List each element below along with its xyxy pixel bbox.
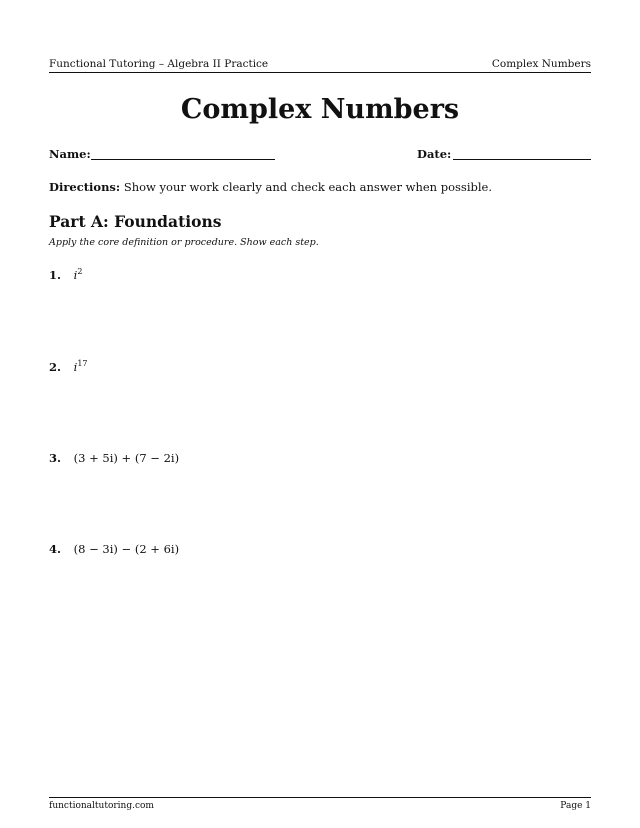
part-a-subtitle: Apply the core definition or procedure. Show each step.	[49, 237, 319, 248]
name-date-row	[49, 147, 591, 165]
problem-4	[49, 542, 179, 556]
date-blank-line	[453, 159, 591, 160]
footer-website: functionaltutoring.com	[49, 801, 154, 811]
page-footer	[49, 797, 591, 814]
problem-1	[49, 267, 82, 282]
directions-text: Show your work clearly and check each answer when possible.	[123, 180, 493, 194]
problem-exponent: 2	[77, 267, 83, 276]
problem-number: 3.	[49, 451, 62, 465]
name-label: Name:	[49, 147, 91, 161]
problem-expression: (8 − 3i) − (2 + 6i)	[73, 542, 180, 556]
problem-base: i	[73, 359, 78, 374]
problem-expression: (3 + 5i) + (7 − 2i)	[73, 451, 180, 465]
page-title: Complex Numbers	[180, 94, 460, 125]
problem-base: i	[73, 267, 78, 282]
problem-2	[49, 359, 88, 374]
directions-label: Directions:	[49, 180, 121, 194]
problem-number: 4.	[49, 542, 62, 556]
problem-number: 2.	[49, 359, 62, 374]
part-a-heading: Part A: Foundations	[49, 212, 222, 231]
problem-exponent: 17	[77, 359, 88, 368]
date-label: Date:	[417, 147, 452, 161]
problem-3	[49, 451, 179, 465]
directions	[49, 180, 492, 194]
footer-page-number: Page 1	[560, 801, 591, 811]
page-header	[49, 58, 591, 73]
problem-number: 1.	[49, 267, 62, 282]
header-course-title: Functional Tutoring – Algebra II Practice	[49, 58, 269, 70]
header-topic: Complex Numbers	[491, 58, 591, 70]
name-blank-line	[91, 159, 275, 160]
